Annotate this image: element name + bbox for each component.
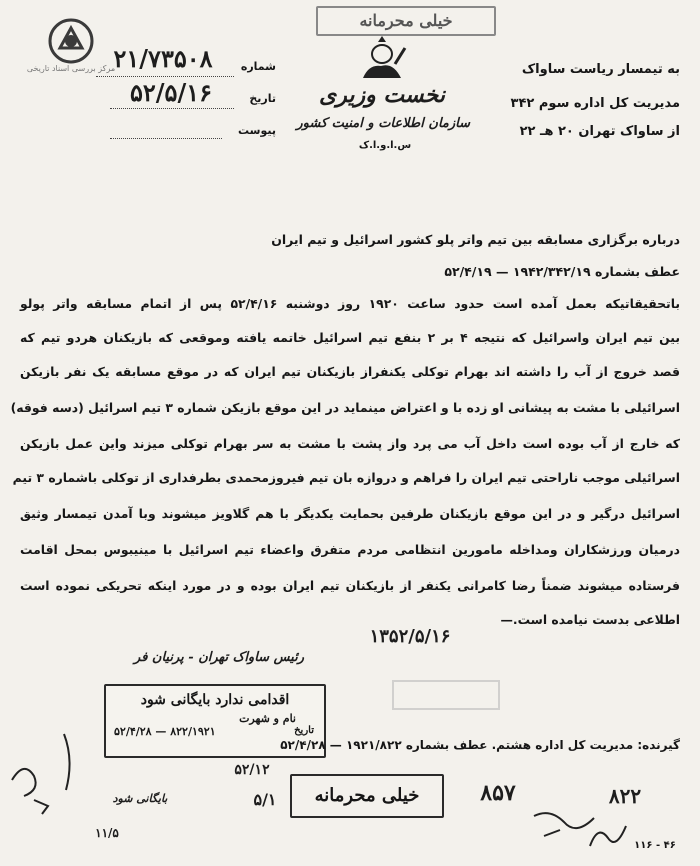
- body-line-1: باتحقیقاتیکه بعمل آمده است حدود ساعت ۱۹۲۰ روز دوشنبه ۵۲/۴/۱۶ پس از اتمام مسابقه واتر پولو: [20, 296, 681, 311]
- subject-line: درباره برگزاری مسابقه بین تیم واتر پلو کشور اسرائیل و تیم ایران: [271, 232, 680, 247]
- handwritten-date: ۱۳۵۲/۵/۱۶: [369, 626, 451, 647]
- date-value: ۵۲/۵/۱۶: [130, 78, 212, 107]
- archive-logo-icon: [48, 18, 94, 64]
- margin-scribble: [4, 730, 84, 840]
- cc-line: گیرنده: مدیریت کل اداره هشتم. عطف بشماره ۱۹۲۱/۸۲۲ — ۵۲/۴/۲۸: [280, 738, 680, 752]
- classification-stamp-bottom: خیلی محرمانه: [290, 774, 444, 818]
- body-line-5: که خارج از آب بوده است داخل آب می پرد واز پشت با مشت به سر بهرام توکلی میزند واین عمل بازیکن: [20, 436, 680, 451]
- note-822: ۸۲۲: [608, 784, 642, 808]
- archive-stamp-date-label: تاریخ: [294, 725, 314, 736]
- number-underline: [96, 76, 234, 77]
- faded-stamp: [392, 680, 500, 710]
- from-line: از ساواک تهران ۲۰ هـ ۲۲: [519, 124, 680, 139]
- body-line-10: اطلاعی بدست نیامده است.—: [500, 612, 680, 627]
- note-11-5: ۱۱/۵: [95, 826, 119, 840]
- number-label: شماره: [240, 60, 276, 73]
- watermark-text: مرکز بررسی اسناد تاریخی: [26, 64, 116, 73]
- lion-sun-emblem-icon: [355, 34, 409, 84]
- classification-stamp-top: خیلی محرمانه: [316, 6, 496, 36]
- archive-stamp-date-value: ۵۲/۴/۲۸ — ۸۲۲/۱۹۲۱: [114, 725, 216, 738]
- body-line-8: درمیان ورزشکاران ومداخله مامورین انتظامی مردم متفرق واعضاء تیم اسرائیل با مینیبوس بمحل اقامت: [20, 542, 680, 557]
- to-line: به تیمسار ریاست ساواک: [521, 62, 680, 77]
- page-code: ۱۱۶ - ۴۶: [634, 840, 676, 851]
- note-5-1: ۵/۱: [253, 790, 277, 809]
- body-line-2: بین تیم ایران واسرائیل که نتیجه ۴ بر ۲ بنفع تیم اسرائیل خاتمه یافته وموقعی که بازیکنان هردو تیم که: [20, 330, 680, 345]
- attachment-underline: [110, 138, 222, 139]
- archive-stamp-line2: نام و شهرت: [239, 712, 296, 725]
- body-line-6: اسرائیلی موجب ناراحتی تیم ایران را فراهم و دروازه بان تیم فیروزمحمدی بطرفداری از توکلی باشماره ۳ تیم: [12, 470, 680, 485]
- date-label: تاریخ: [249, 92, 276, 105]
- number-value: ۲۱/۷۳۵۰۸: [113, 44, 213, 73]
- org-title: نخست وزیری: [319, 82, 445, 108]
- body-line-4: اسرائیلی با مشت به پیشانی او زده با و اعتراض مینماید در این موقع بازیکن شماره ۳ تیم اسرائیل (دسه فوقه): [10, 400, 680, 415]
- archive-stamp-line1: اقدامی ندارد بایگانی شود: [140, 692, 290, 708]
- body-line-7: اسرائیل درگیر و در این موقع بازیکنان طرفین بحمایت یکدیگر با هم گلاویز میشوند وبا آمدن تیمسار وثیق: [20, 506, 680, 521]
- note-857: ۸۵۷: [480, 780, 516, 806]
- body-line-9: فرستاده میشوند ضمناً رضا کامرانی یکنفر از بازیکنان تیم ایران بوده و در مورد اینکه تحریکی نموده است: [20, 578, 680, 593]
- note-archive: بایگانی شود: [112, 792, 168, 805]
- org-code: س.ا.و.ا.ک: [358, 140, 412, 151]
- dept-line: مدیریت کل اداره سوم ۳۴۲: [510, 96, 680, 111]
- note-52-12: ۵۲/۱۲: [234, 762, 270, 778]
- date-underline: [110, 108, 234, 109]
- attachment-label: پیوست: [238, 124, 276, 137]
- org-subtitle: سازمان اطلاعات و امنیت کشور: [296, 116, 470, 131]
- reference-line: عطف بشماره ۱۹۴۲/۳۴۲/۱۹ — ۵۲/۴/۱۹: [444, 264, 680, 279]
- margin-scribble-3: [586, 818, 630, 854]
- body-line-3: قصد خروج از آب را داشته اند بهرام توکلی یکنفراز بازیکنان تیم ایران که در موقع مسابقه یک نفر بازیکن: [20, 364, 680, 379]
- signature: رئیس ساواک تهران - پرنیان فر: [134, 650, 304, 665]
